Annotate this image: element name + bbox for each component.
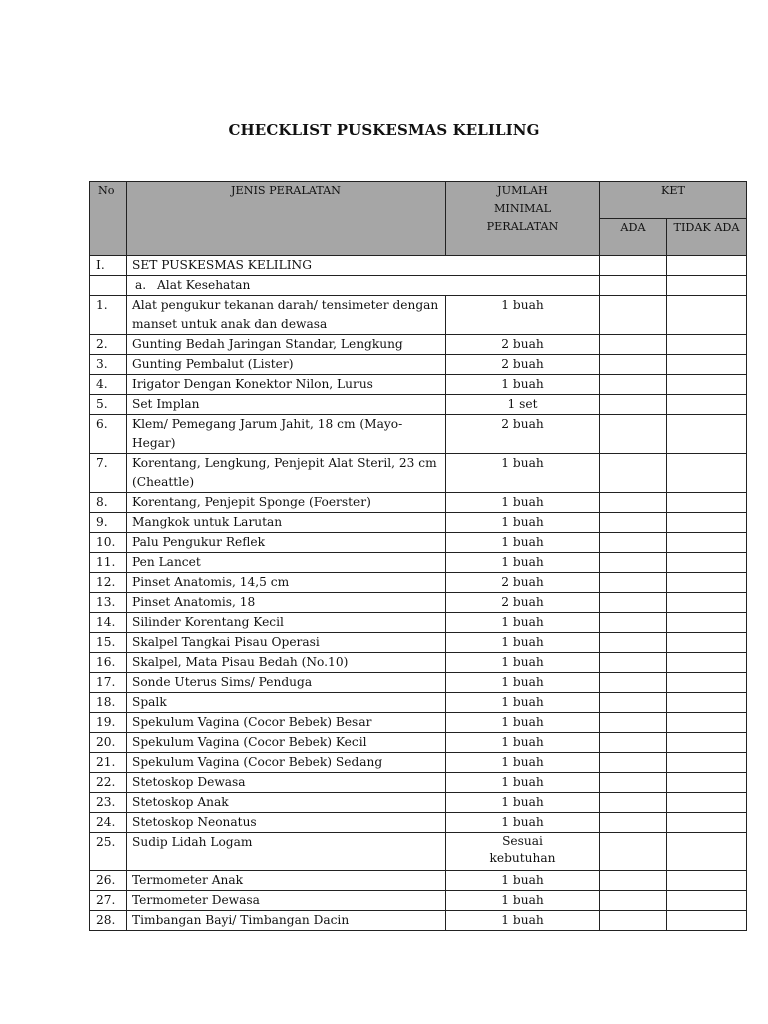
row-number: 16. (90, 653, 127, 673)
minimum-quantity: 2 buah (446, 335, 600, 355)
ada-cell[interactable] (600, 613, 667, 633)
table-row (90, 793, 747, 813)
equipment-name: Pinset Anatomis, 14,5 cm (127, 573, 446, 593)
checklist-table (89, 181, 747, 931)
minimum-quantity: 2 buah (446, 573, 600, 593)
tidak-ada-cell[interactable] (667, 773, 747, 793)
table-row (90, 375, 747, 395)
minimum-quantity: 1 buah (446, 813, 600, 833)
tidak-ada-cell[interactable] (667, 891, 747, 911)
ada-cell[interactable] (600, 256, 667, 276)
minimum-quantity: 1 buah (446, 513, 600, 533)
minimum-quantity: 1 buah (446, 375, 600, 395)
row-number: 13. (90, 593, 127, 613)
tidak-ada-cell[interactable] (667, 673, 747, 693)
equipment-name: Spekulum Vagina (Cocor Bebek) Kecil (127, 733, 446, 753)
equipment-name: Gunting Pembalut (Lister) (127, 355, 446, 375)
table-row (90, 533, 747, 553)
minimum-quantity: 1 buah (446, 633, 600, 653)
ada-cell[interactable] (600, 693, 667, 713)
equipment-name: Klem/ Pemegang Jarum Jahit, 18 cm (Mayo-Hegar) (127, 415, 446, 454)
row-number: 14. (90, 613, 127, 633)
row-number: 26. (90, 871, 127, 891)
table-row (90, 911, 747, 931)
row-number: 12. (90, 573, 127, 593)
minimum-quantity: 1 buah (446, 713, 600, 733)
equipment-name: Silinder Korentang Kecil (127, 613, 446, 633)
row-number: 20. (90, 733, 127, 753)
ada-cell[interactable] (600, 633, 667, 653)
header-tidak-ada: TIDAK ADA (667, 219, 747, 256)
empty-number-cell (90, 276, 127, 296)
row-number: 7. (90, 454, 127, 493)
ada-cell[interactable] (600, 793, 667, 813)
row-number: 15. (90, 633, 127, 653)
table-row (90, 593, 747, 613)
equipment-name: Stetoskop Neonatus (127, 813, 446, 833)
ada-cell[interactable] (600, 813, 667, 833)
ada-cell[interactable] (600, 753, 667, 773)
ada-cell[interactable] (600, 533, 667, 553)
table-row (90, 813, 747, 833)
table-row (90, 513, 747, 533)
subsection-letter: a. (135, 278, 147, 292)
tidak-ada-cell[interactable] (667, 753, 747, 773)
tidak-ada-cell[interactable] (667, 793, 747, 813)
ada-cell[interactable] (600, 276, 667, 296)
equipment-name: Stetoskop Anak (127, 793, 446, 813)
tidak-ada-cell[interactable] (667, 713, 747, 733)
row-number: 22. (90, 773, 127, 793)
document-title: CHECKLIST PUSKESMAS KELILING (228, 121, 540, 139)
row-number: 3. (90, 355, 127, 375)
table-row (90, 891, 747, 911)
tidak-ada-cell[interactable] (667, 256, 747, 276)
row-number: 25. (90, 833, 127, 871)
equipment-name: Skalpel Tangkai Pisau Operasi (127, 633, 446, 653)
ada-cell[interactable] (600, 871, 667, 891)
tidak-ada-cell[interactable] (667, 871, 747, 891)
table-row (90, 493, 747, 513)
row-number: 24. (90, 813, 127, 833)
ada-cell[interactable] (600, 653, 667, 673)
ada-cell[interactable] (600, 673, 667, 693)
table-row (90, 355, 747, 375)
row-number: 23. (90, 793, 127, 813)
minimum-quantity: 1 buah (446, 911, 600, 931)
ada-cell[interactable] (600, 773, 667, 793)
equipment-name: Sudip Lidah Logam (127, 833, 446, 871)
tidak-ada-cell[interactable] (667, 613, 747, 633)
minimum-quantity: 1 buah (446, 454, 600, 493)
section-label: SET PUSKESMAS KELILING (127, 256, 600, 276)
tidak-ada-cell[interactable] (667, 355, 747, 375)
header-jumlah-minimal: JUMLAH MINIMAL PERALATAN (446, 182, 600, 256)
ada-cell[interactable] (600, 355, 667, 375)
table-row (90, 573, 747, 593)
ada-cell[interactable] (600, 733, 667, 753)
table-row (90, 693, 747, 713)
table-row (90, 871, 747, 891)
tidak-ada-cell[interactable] (667, 533, 747, 553)
ada-cell[interactable] (600, 891, 667, 911)
tidak-ada-cell[interactable] (667, 553, 747, 573)
section-number: I. (90, 256, 127, 276)
header-ada: ADA (600, 219, 667, 256)
equipment-name: Korentang, Penjepit Sponge (Foerster) (127, 493, 446, 513)
minimum-quantity: 1 buah (446, 891, 600, 911)
table-row (90, 773, 747, 793)
minimum-quantity: 1 buah (446, 753, 600, 773)
subsection-cell (127, 276, 600, 296)
equipment-name: Alat pengukur tekanan darah/ tensimeter dengan manset untuk anak dan dewasa (127, 296, 446, 335)
tidak-ada-cell[interactable] (667, 335, 747, 355)
subsection-label: Alat Kesehatan (157, 278, 251, 292)
table-row (90, 753, 747, 773)
row-number: 27. (90, 891, 127, 911)
ada-cell[interactable] (600, 593, 667, 613)
minimum-quantity: 1 buah (446, 613, 600, 633)
minimum-quantity: 1 buah (446, 773, 600, 793)
row-number: 18. (90, 693, 127, 713)
row-number: 9. (90, 513, 127, 533)
table-row (90, 613, 747, 633)
tidak-ada-cell[interactable] (667, 375, 747, 395)
equipment-name: Termometer Dewasa (127, 891, 446, 911)
minimum-quantity: 1 buah (446, 553, 600, 573)
equipment-name: Spekulum Vagina (Cocor Bebek) Besar (127, 713, 446, 733)
tidak-ada-cell[interactable] (667, 454, 747, 493)
row-number: 21. (90, 753, 127, 773)
row-number: 11. (90, 553, 127, 573)
row-number: 5. (90, 395, 127, 415)
minimum-quantity: Sesuai kebutuhan (446, 833, 600, 871)
tidak-ada-cell[interactable] (667, 296, 747, 335)
subsection-row (90, 276, 747, 296)
equipment-name: Sonde Uterus Sims/ Penduga (127, 673, 446, 693)
ada-cell[interactable] (600, 911, 667, 931)
tidak-ada-cell[interactable] (667, 493, 747, 513)
minimum-quantity: 1 buah (446, 793, 600, 813)
minimum-quantity: 2 buah (446, 415, 600, 454)
equipment-name: Spekulum Vagina (Cocor Bebek) Sedang (127, 753, 446, 773)
row-number: 28. (90, 911, 127, 931)
ada-cell[interactable] (600, 513, 667, 533)
table-row (90, 833, 747, 871)
row-number: 19. (90, 713, 127, 733)
minimum-quantity: 2 buah (446, 355, 600, 375)
table-row (90, 296, 747, 335)
header-no: No (90, 182, 127, 256)
tidak-ada-cell[interactable] (667, 633, 747, 653)
row-number: 17. (90, 673, 127, 693)
equipment-name: Spalk (127, 693, 446, 713)
tidak-ada-cell[interactable] (667, 733, 747, 753)
ada-cell[interactable] (600, 454, 667, 493)
row-number: 8. (90, 493, 127, 513)
minimum-quantity: 1 set (446, 395, 600, 415)
table-row (90, 673, 747, 693)
equipment-name: Irigator Dengan Konektor Nilon, Lurus (127, 375, 446, 395)
ada-cell[interactable] (600, 335, 667, 355)
table-row (90, 553, 747, 573)
section-row (90, 256, 747, 276)
row-number: 6. (90, 415, 127, 454)
table-row (90, 653, 747, 673)
tidak-ada-cell[interactable] (667, 813, 747, 833)
header-jenis-peralatan: JENIS PERALATAN (127, 182, 446, 256)
tidak-ada-cell[interactable] (667, 395, 747, 415)
tidak-ada-cell[interactable] (667, 573, 747, 593)
ada-cell[interactable] (600, 375, 667, 395)
equipment-name: Timbangan Bayi/ Timbangan Dacin (127, 911, 446, 931)
equipment-name: Mangkok untuk Larutan (127, 513, 446, 533)
equipment-name: Korentang, Lengkung, Penjepit Alat Steril, 23 cm (Cheattle) (127, 454, 446, 493)
minimum-quantity: 1 buah (446, 533, 600, 553)
minimum-quantity: 2 buah (446, 593, 600, 613)
tidak-ada-cell[interactable] (667, 693, 747, 713)
ada-cell[interactable] (600, 573, 667, 593)
row-number: 1. (90, 296, 127, 335)
equipment-name: Stetoskop Dewasa (127, 773, 446, 793)
tidak-ada-cell[interactable] (667, 833, 747, 871)
tidak-ada-cell[interactable] (667, 276, 747, 296)
minimum-quantity: 1 buah (446, 296, 600, 335)
tidak-ada-cell[interactable] (667, 593, 747, 613)
minimum-quantity: 1 buah (446, 871, 600, 891)
ada-cell[interactable] (600, 395, 667, 415)
ada-cell[interactable] (600, 713, 667, 733)
ada-cell[interactable] (600, 296, 667, 335)
equipment-name: Set Implan (127, 395, 446, 415)
row-number: 4. (90, 375, 127, 395)
table-row (90, 713, 747, 733)
equipment-name: Pinset Anatomis, 18 (127, 593, 446, 613)
table-row (90, 633, 747, 653)
minimum-quantity: 1 buah (446, 673, 600, 693)
row-number: 10. (90, 533, 127, 553)
equipment-name: Termometer Anak (127, 871, 446, 891)
table-row (90, 335, 747, 355)
equipment-name: Palu Pengukur Reflek (127, 533, 446, 553)
minimum-quantity: 1 buah (446, 493, 600, 513)
table-body (90, 256, 747, 931)
ada-cell[interactable] (600, 553, 667, 573)
equipment-name: Skalpel, Mata Pisau Bedah (No.10) (127, 653, 446, 673)
tidak-ada-cell[interactable] (667, 415, 747, 454)
table-header (90, 182, 747, 256)
ada-cell[interactable] (600, 833, 667, 871)
minimum-quantity: 1 buah (446, 693, 600, 713)
tidak-ada-cell[interactable] (667, 513, 747, 533)
ada-cell[interactable] (600, 493, 667, 513)
equipment-name: Pen Lancet (127, 553, 446, 573)
row-number: 2. (90, 335, 127, 355)
tidak-ada-cell[interactable] (667, 911, 747, 931)
minimum-quantity: 1 buah (446, 733, 600, 753)
table-row (90, 415, 747, 454)
ada-cell[interactable] (600, 415, 667, 454)
table-row (90, 395, 747, 415)
equipment-name: Gunting Bedah Jaringan Standar, Lengkung (127, 335, 446, 355)
table-row (90, 454, 747, 493)
minimum-quantity: 1 buah (446, 653, 600, 673)
header-ket: KET (600, 182, 747, 219)
table-row (90, 733, 747, 753)
tidak-ada-cell[interactable] (667, 653, 747, 673)
